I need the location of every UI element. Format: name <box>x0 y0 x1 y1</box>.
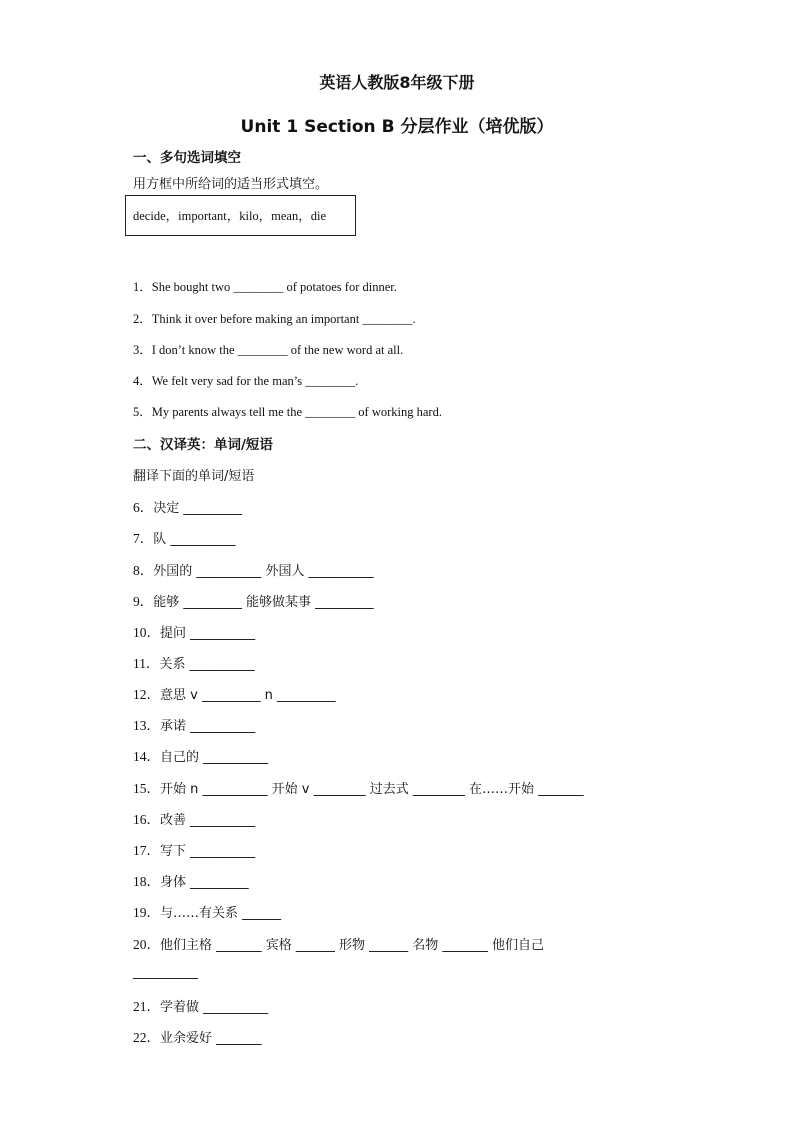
item-number: 20． <box>133 937 160 952</box>
item-text: 决定 _________ <box>153 501 242 516</box>
item-number: 13． <box>133 718 160 733</box>
item-number: 17． <box>133 843 160 858</box>
translation-item-6 <box>133 496 242 516</box>
item-text: 意思 v _________ n _________ <box>160 688 336 703</box>
translation-item-20 <box>133 933 544 953</box>
section-1-instruction: 用方框中所给词的适当形式填空。 <box>133 177 329 192</box>
item-text: 自己的 __________ <box>160 750 269 765</box>
question-3: 3．I don’t know the ________ of the new word at all. <box>133 343 404 357</box>
item-text: 改善 __________ <box>160 813 256 828</box>
item-text: 承诺 __________ <box>160 719 256 734</box>
translation-item-20-continued <box>133 964 198 980</box>
document-subtitle: Unit 1 Section B 分层作业（培优版） <box>240 117 554 137</box>
section-1-heading: 一、多句选词填空 <box>133 150 241 166</box>
item-text: __________ <box>133 965 198 980</box>
question-1: 1．She bought two ________ of potatoes for dinner. <box>133 280 397 294</box>
section-2-instruction: 翻译下面的单词/短语 <box>133 469 255 484</box>
item-text: 提问 __________ <box>160 626 256 641</box>
item-text: 学着做 __________ <box>160 1000 269 1015</box>
item-number: 15． <box>133 781 160 796</box>
item-number: 19． <box>133 905 160 920</box>
item-number: 7． <box>133 531 154 546</box>
translation-item-10 <box>133 621 255 641</box>
translation-item-21 <box>133 995 268 1015</box>
item-number: 22． <box>133 1030 160 1045</box>
word-box: decide，important，kilo，mean，die <box>125 195 356 236</box>
translation-item-16 <box>133 808 255 828</box>
item-text: 写下 __________ <box>160 844 256 859</box>
translation-item-19 <box>133 901 281 921</box>
translation-item-12 <box>133 683 335 703</box>
translation-item-11 <box>133 652 255 672</box>
item-number: 10． <box>133 625 160 640</box>
translation-item-17 <box>133 839 255 859</box>
item-number: 14． <box>133 749 160 764</box>
item-text: 队 __________ <box>153 532 236 547</box>
item-text: 与……有关系 ______ <box>160 906 282 921</box>
translation-item-7 <box>133 527 235 547</box>
item-number: 18． <box>133 874 160 889</box>
item-text: 他们主格 _______ 宾格 ______ 形物 ______ 名物 _______ 他们自己 <box>160 938 545 953</box>
item-text: 关系 __________ <box>159 657 255 672</box>
item-number: 6． <box>133 500 154 515</box>
item-number: 9． <box>133 594 154 609</box>
question-5: 5．My parents always tell me the ________ of working hard. <box>133 405 442 419</box>
item-number: 21． <box>133 999 160 1014</box>
item-text: 外国的 __________ 外国人 __________ <box>153 564 374 579</box>
translation-item-9 <box>133 590 374 610</box>
item-number: 16． <box>133 812 160 827</box>
translation-item-13 <box>133 714 255 734</box>
item-number: 12． <box>133 687 160 702</box>
question-4: 4．We felt very sad for the man’s ________. <box>133 374 359 388</box>
translation-item-15 <box>133 777 584 797</box>
question-2: 2．Think it over before making an important ________. <box>133 312 416 326</box>
section-2-heading: 二、汉译英：单词/短语 <box>133 437 273 453</box>
item-text: 业余爱好 _______ <box>160 1031 262 1046</box>
document-title: 英语人教版8年级下册 <box>319 73 475 92</box>
item-number: 11． <box>133 656 160 671</box>
translation-item-14 <box>133 745 268 765</box>
translation-item-8 <box>133 559 374 579</box>
item-number: 8． <box>133 563 154 578</box>
translation-item-18 <box>133 870 249 890</box>
item-text: 开始 n __________ 开始 v ________ 过去式 ________ 在……开始 _______ <box>160 782 584 797</box>
item-text: 身体 _________ <box>160 875 249 890</box>
item-text: 能够 _________ 能够做某事 _________ <box>153 595 374 610</box>
translation-item-22 <box>133 1026 262 1046</box>
